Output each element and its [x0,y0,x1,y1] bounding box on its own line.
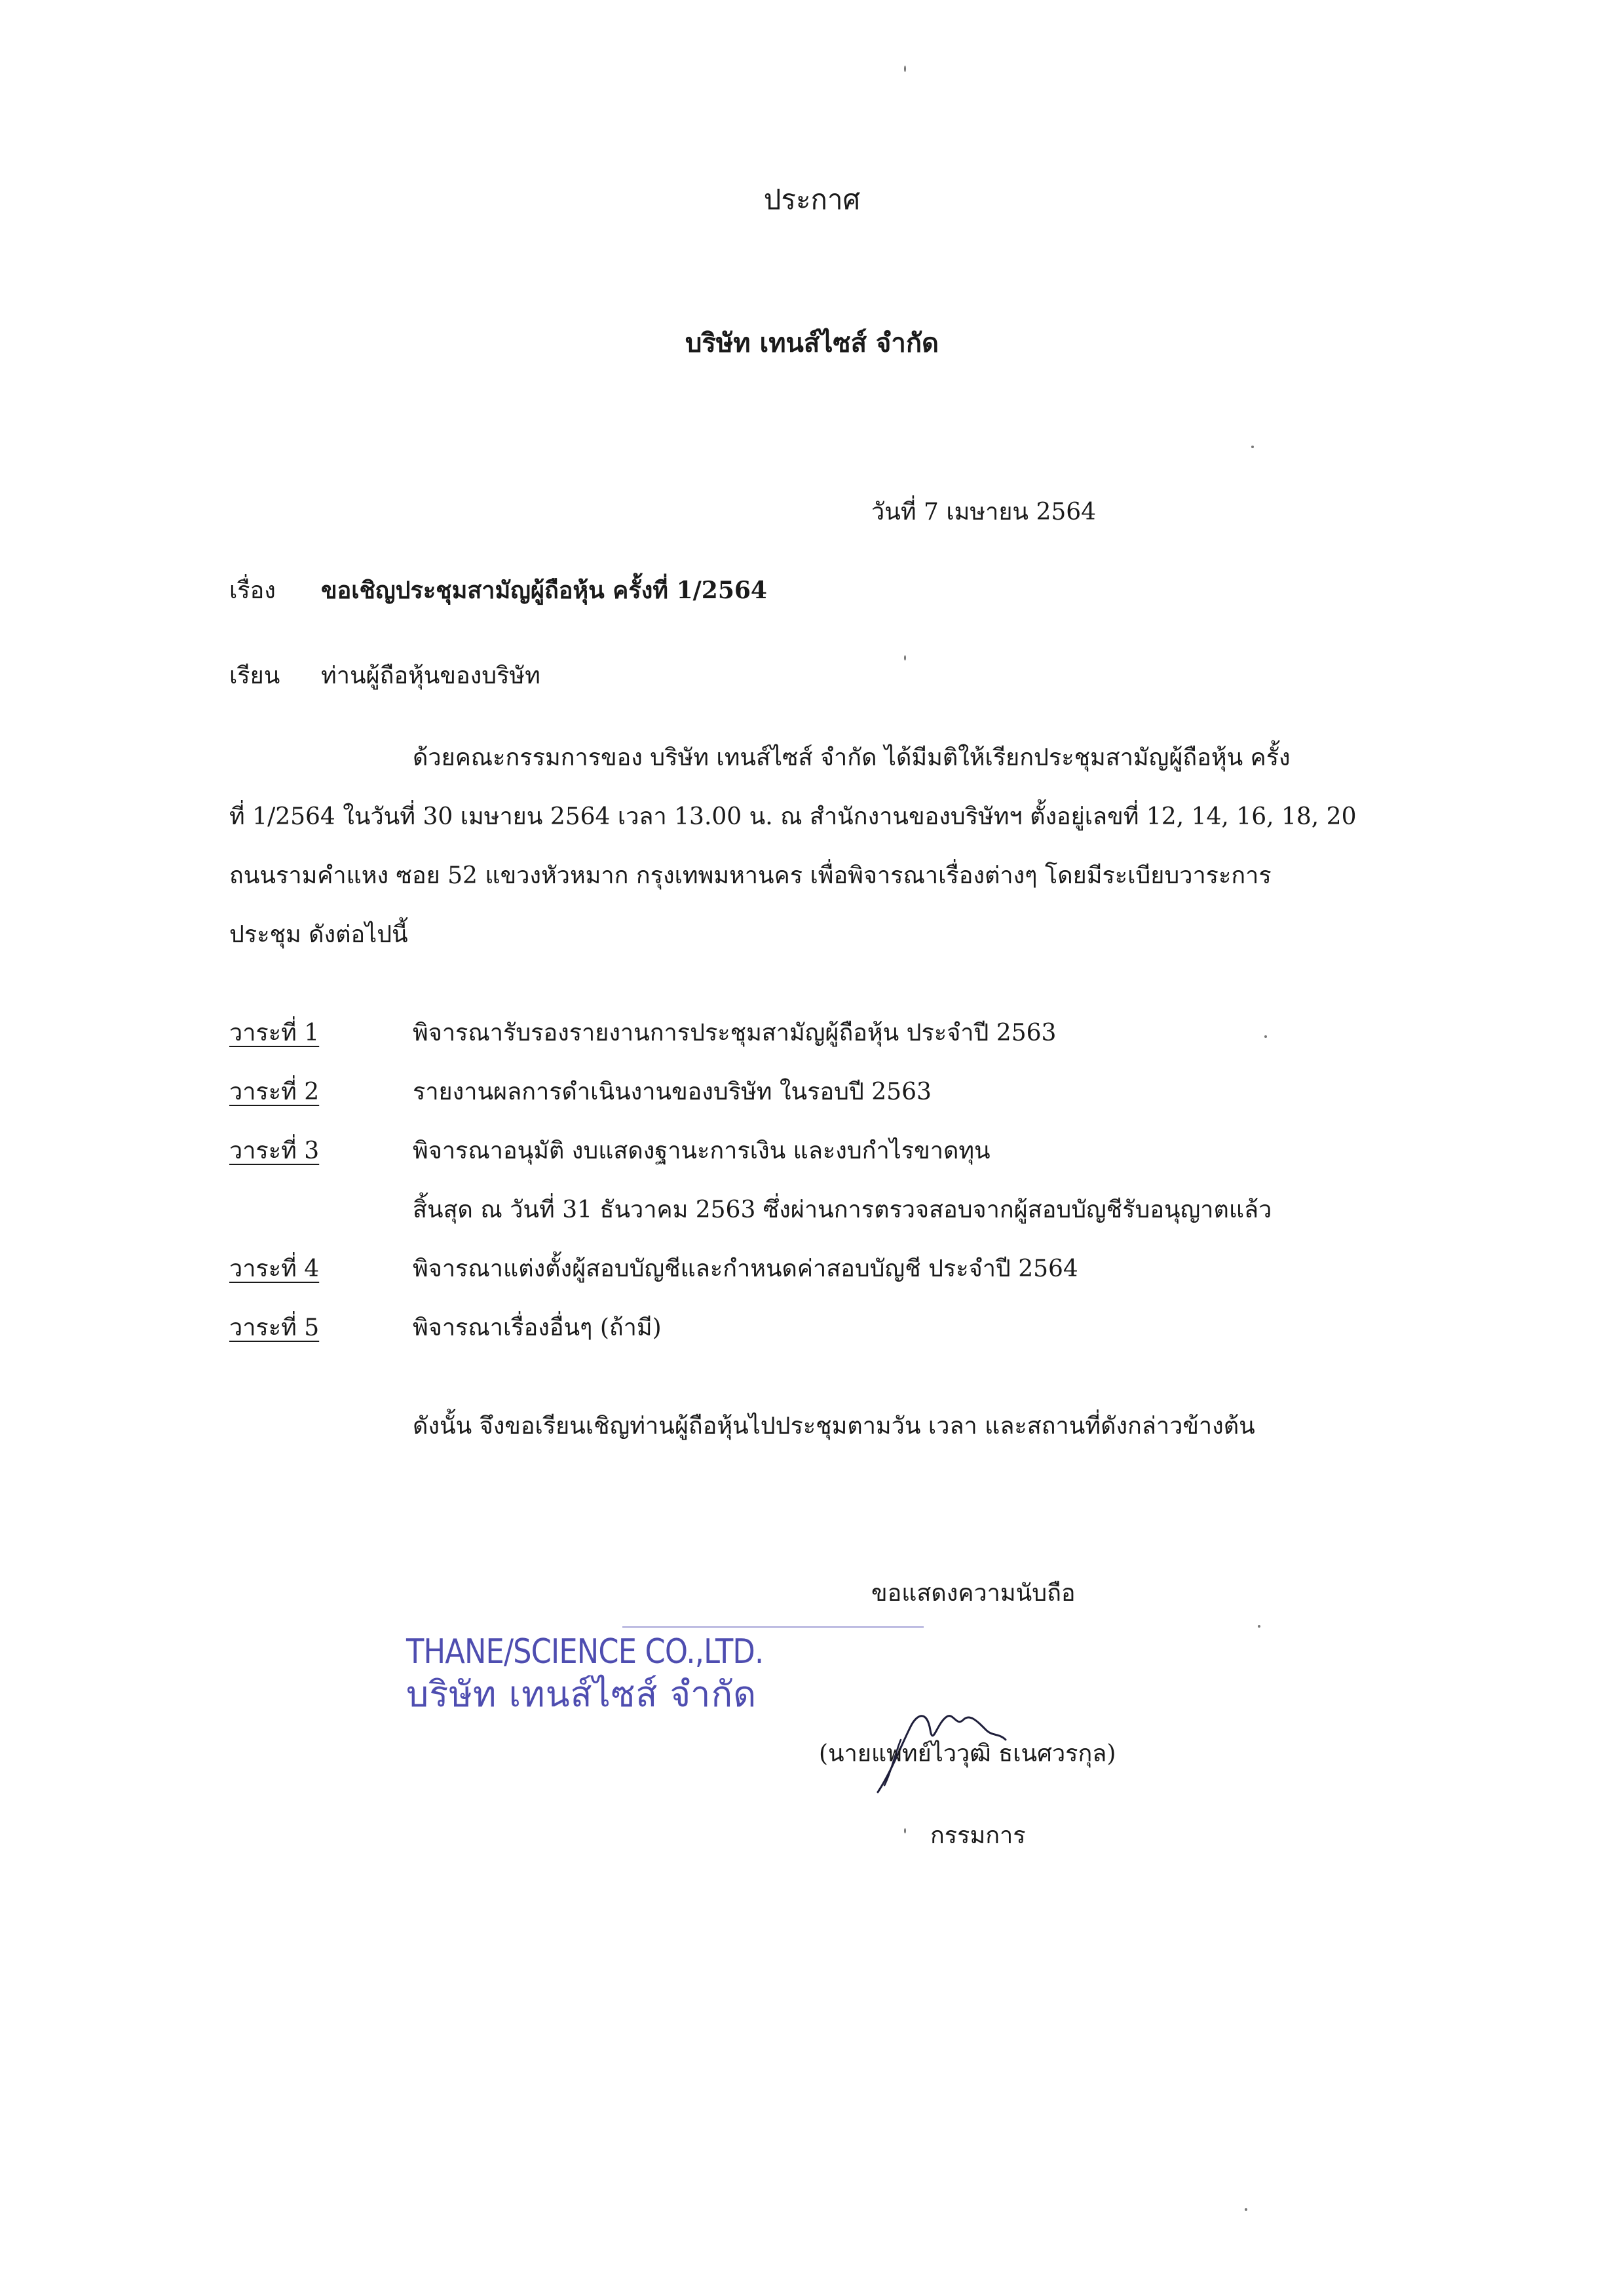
agenda-item-label: วาระที่ 1 [229,1020,320,1046]
agenda-item-text: รายงานผลการดำเนินงานของบริษัท ในรอบปี 2563 [413,1079,932,1105]
signer-name: (นายแพทย์ไววุฒิ ธเนศวรกุล) [819,1740,1116,1767]
subject-label: เรื่อง [229,577,276,604]
signer-position: กรรมการ [930,1822,1026,1849]
scan-speck [1258,1625,1260,1628]
agenda-item-label: วาระที่ 5 [229,1314,320,1341]
stamp-thai-text: บริษัท เทนส์ไซส์ จำกัด [406,1674,757,1715]
body-line: ที่ 1/2564 ในวันที่ 30 เมษายน 2564 เวลา 13.00 น. ณ สำนักงานของบริษัทฯ ตั้งอยู่เลขที่ 12, 14, 16, 18, 20 [229,803,1357,830]
company-stamp [406,1632,821,1716]
stamp-rule [622,1626,924,1628]
regards-text: ขอแสดงความนับถือ [871,1580,1076,1607]
closing-sentence: ดังนั้น จึงขอเรียนเชิญท่านผู้ถือหุ้นไปประชุมตามวัน เวลา และสถานที่ดังกล่าวข้างต้น [413,1413,1255,1440]
announcement-title: ประกาศ [763,183,861,216]
recipient-text: ท่านผู้ถือหุ้นของบริษัท [321,662,540,689]
scan-speck [904,1828,906,1833]
agenda-item-label: วาระที่ 4 [229,1255,320,1282]
subject-text: ขอเชิญประชุมสามัญผู้ถือหุ้น ครั้งที่ 1/2564 [321,577,767,604]
agenda-item-label: วาระที่ 3 [229,1138,320,1164]
agenda-item-text: พิจารณาอนุมัติ งบแสดงฐานะการเงิน และงบกำไรขาดทุน [413,1138,991,1164]
body-line: ประชุม ดังต่อไปนี้ [229,921,408,948]
scan-speck [904,66,906,72]
company-name: บริษัท เทนส์ไซส์ จำกัด [685,328,939,358]
scan-speck [904,655,906,660]
body-line: ด้วยคณะกรรมการของ บริษัท เทนส์ไซส์ จำกัด ได้มีมติให้เรียกประชุมสามัญผู้ถือหุ้น ครั้ง [413,744,1291,771]
agenda-item-label: วาระที่ 2 [229,1079,320,1105]
document-date: วันที่ 7 เมษายน 2564 [871,499,1097,526]
agenda-item-text: พิจารณาเรื่องอื่นๆ (ถ้ามี) [413,1314,662,1341]
agenda-item-text: พิจารณารับรองรายงานการประชุมสามัญผู้ถือหุ้น ประจำปี 2563 [413,1020,1057,1046]
body-line: ถนนรามคำแหง ซอย 52 แขวงหัวหมาก กรุงเทพมหานคร เพื่อพิจารณาเรื่องต่างๆ โดยมีระเบียบวาระการ [229,862,1272,889]
scan-speck [1264,1035,1267,1038]
agenda-item-continuation: สิ้นสุด ณ วันที่ 31 ธันวาคม 2563 ซึ่งผ่านการตรวจสอบจากผู้สอบบัญชีรับอนุญาตแล้ว [413,1196,1272,1223]
recipient-label: เรียน [229,662,280,689]
scan-speck [1245,2208,1247,2211]
scan-speck [1251,446,1254,448]
stamp-english-text: THANE/SCIENCE CO.,LTD. [406,1632,764,1672]
agenda-item-text: พิจารณาแต่งตั้งผู้สอบบัญชีและกำหนดค่าสอบบัญชี ประจำปี 2564 [413,1255,1078,1282]
